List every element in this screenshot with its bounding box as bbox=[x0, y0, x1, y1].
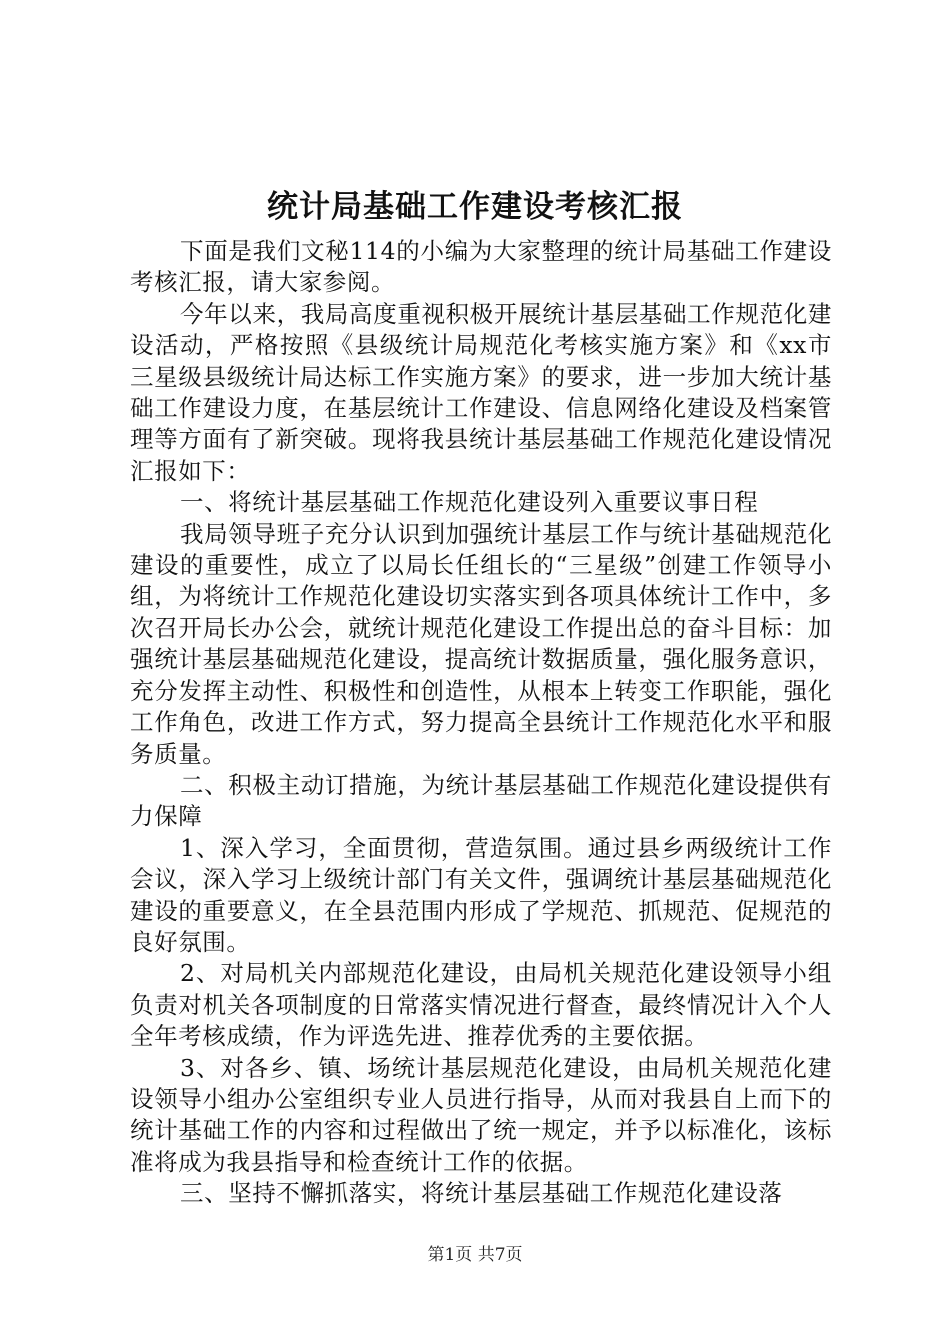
section-heading-1: 一、将统计基层基础工作规范化建设列入重要议事日程 bbox=[180, 488, 759, 517]
section-heading-3: 三、坚持不懈抓落实，将统计基层基础工作规范化建设落 bbox=[180, 1179, 783, 1208]
document-title: 统计局基础工作建设考核汇报 bbox=[267, 189, 683, 225]
page-number: 第1页 共7页 bbox=[427, 1245, 523, 1265]
section-heading-2: 二、积极主动订措施，为统计基层基础工作规范化建设提供有力保障 bbox=[130, 770, 832, 831]
measure-item-3: 3、对各乡、镇、场统计基层规范化建设，由局机关规范化建设领导小组办公室组织专业人员进行指导，从而对我县自上而下的统计基础工作的内容和过程做出了统一规定，并予以标准化，该标准将成为我县指导和检查统计工作的依据。 bbox=[130, 1053, 832, 1176]
intro-paragraph: 下面是我们文秘114的小编为大家整理的统计局基础工作建设考核汇报，请大家参阅。 bbox=[130, 237, 832, 297]
overview-paragraph: 今年以来，我局高度重视积极开展统计基层基础工作规范化建设活动，严格按照《县级统计局规范化考核实施方案》和《xx市三星级县级统计局达标工作实施方案》的要求，进一步加大统计基础工作建设力度，在基层统计工作建设、信息网络化建设及档案管理等方面有了新突破。现将我县统计基层基础工作规范化建设情况汇报如下： bbox=[130, 299, 832, 485]
section-1-paragraph: 我局领导班子充分认识到加强统计基层工作与统计基础规范化建设的重要性，成立了以局长任组长的“三星级”创建工作领导小组，为将统计工作规范化建设切实落实到各项具体统计工作中，多次召开局长办公会，就统计规范化建设工作提出总的奋斗目标：加强统计基层基础规范化建设，提高统计数据质量，强化服务意识，充分发挥主动性、积极性和创造性，从根本上转变工作职能，强化工作角色，改进工作方式，努力提高全县统计工作规范化水平和服务质量。 bbox=[130, 519, 832, 768]
measure-item-2: 2、对局机关内部规范化建设，由局机关规范化建设领导小组负责对机关各项制度的日常落实情况进行督查，最终情况计入个人全年考核成绩，作为评选先进、推荐优秀的主要依据。 bbox=[130, 959, 832, 1051]
document-body bbox=[130, 236, 832, 1210]
measure-item-1: 1、深入学习，全面贯彻，营造氛围。通过县乡两级统计工作会议，深入学习上级统计部门有关文件，强调统计基层基础规范化建设的重要意义，在全县范围内形成了学规范、抓规范、促规范的良好氛围。 bbox=[130, 833, 832, 956]
